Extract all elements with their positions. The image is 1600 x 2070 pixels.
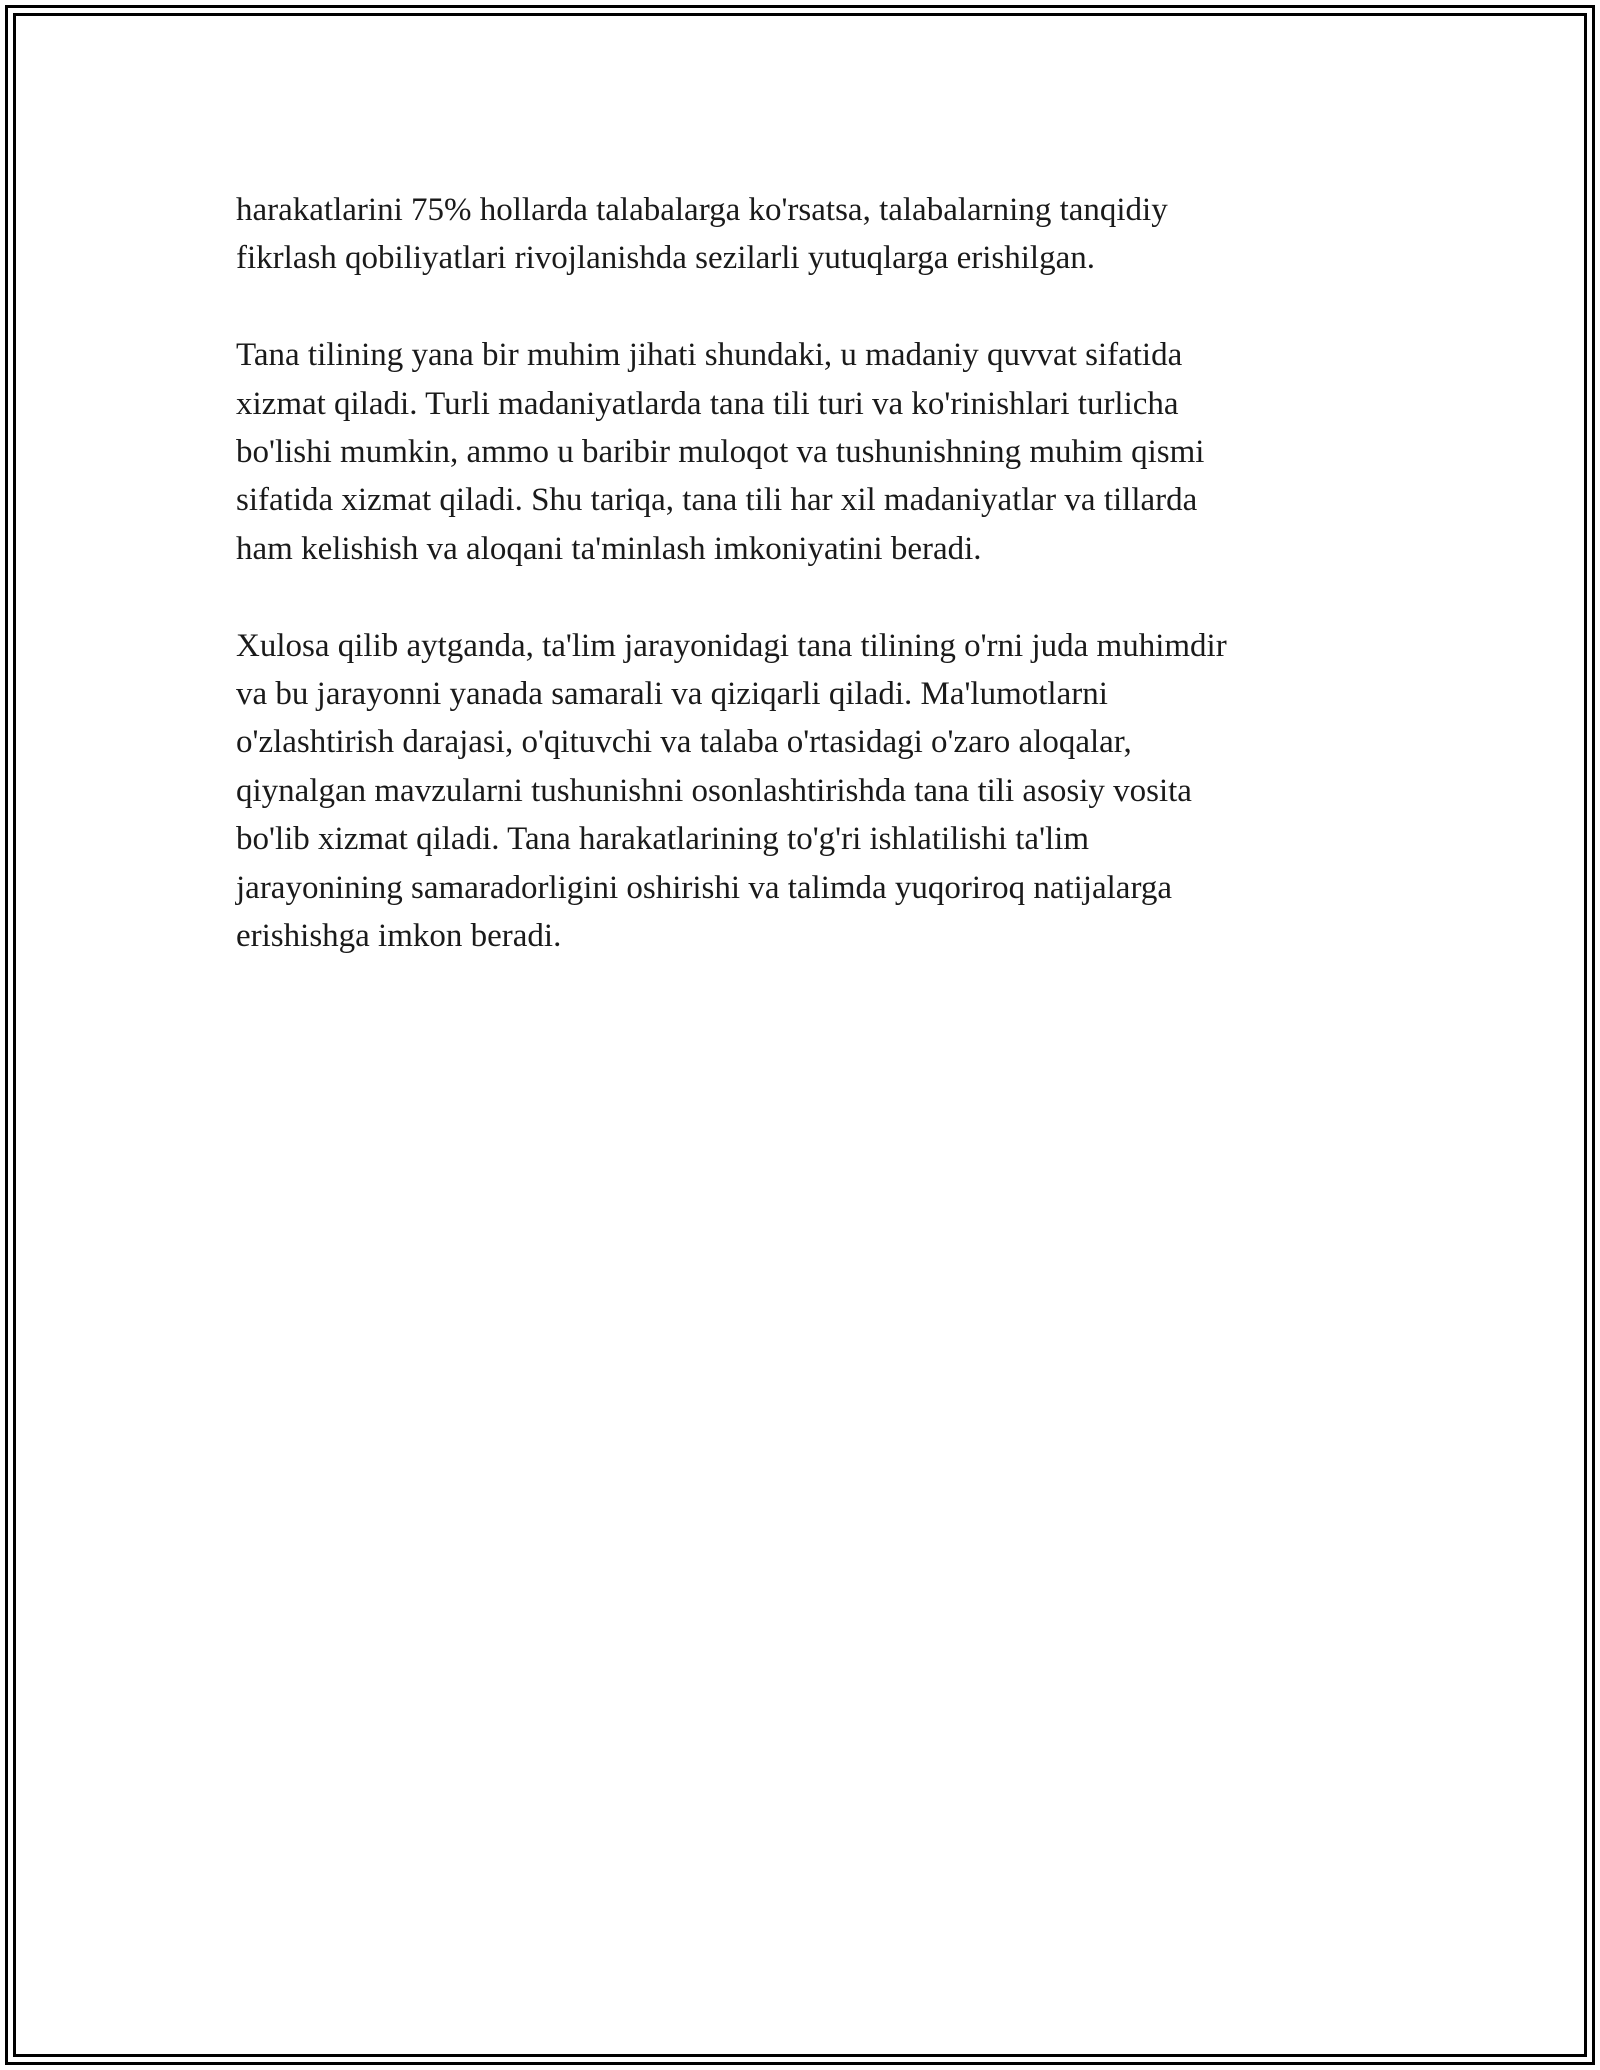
- paragraph-3: Xulosa qilib aytganda, ta'lim jarayonidagi tana tilining o'rni juda muhimdir va bu jarayonni yanada samarali va qiziqarli qiladi. Ma'lumotlarni o'zlashtirish darajasi, o'qituvchi va talaba o'rtasidagi o'zaro aloqalar, qiynalgan mavzularni tushunishni osonlashtirishda tana tili asosiy vosita bo'lib xizmat qiladi. Tana harakatlarining to'g'ri ishlatilishi ta'lim jarayonining samaradorligini oshirishi va talimda yuqoriroq natijalarga erishishga imkon beradi.: [236, 627, 1227, 955]
- paragraph-2: Tana tilining yana bir muhim jihati shundaki, u madaniy quvvat sifatida xizmat qiladi. Turli madaniyatlarda tana tili turi va ko'rinishlari turlicha bo'lishi mumkin, ammo u baribir muloqot va tushunishning muhim qismi sifatida xizmat qiladi. Shu tariqa, tana tili har xil madaniyatlar va tillarda ham kelishish va aloqani ta'minlash imkoniyatini beradi.: [236, 337, 1205, 567]
- page-body: [236, 186, 1366, 1009]
- paragraph-1: harakatlarini 75% hollarda talabalarga ko'rsatsa, talabalarning tanqidiy fikrlash qobiliyatlari rivojlanishda sezilarli yutuqlarga erishilgan.: [236, 192, 1168, 277]
